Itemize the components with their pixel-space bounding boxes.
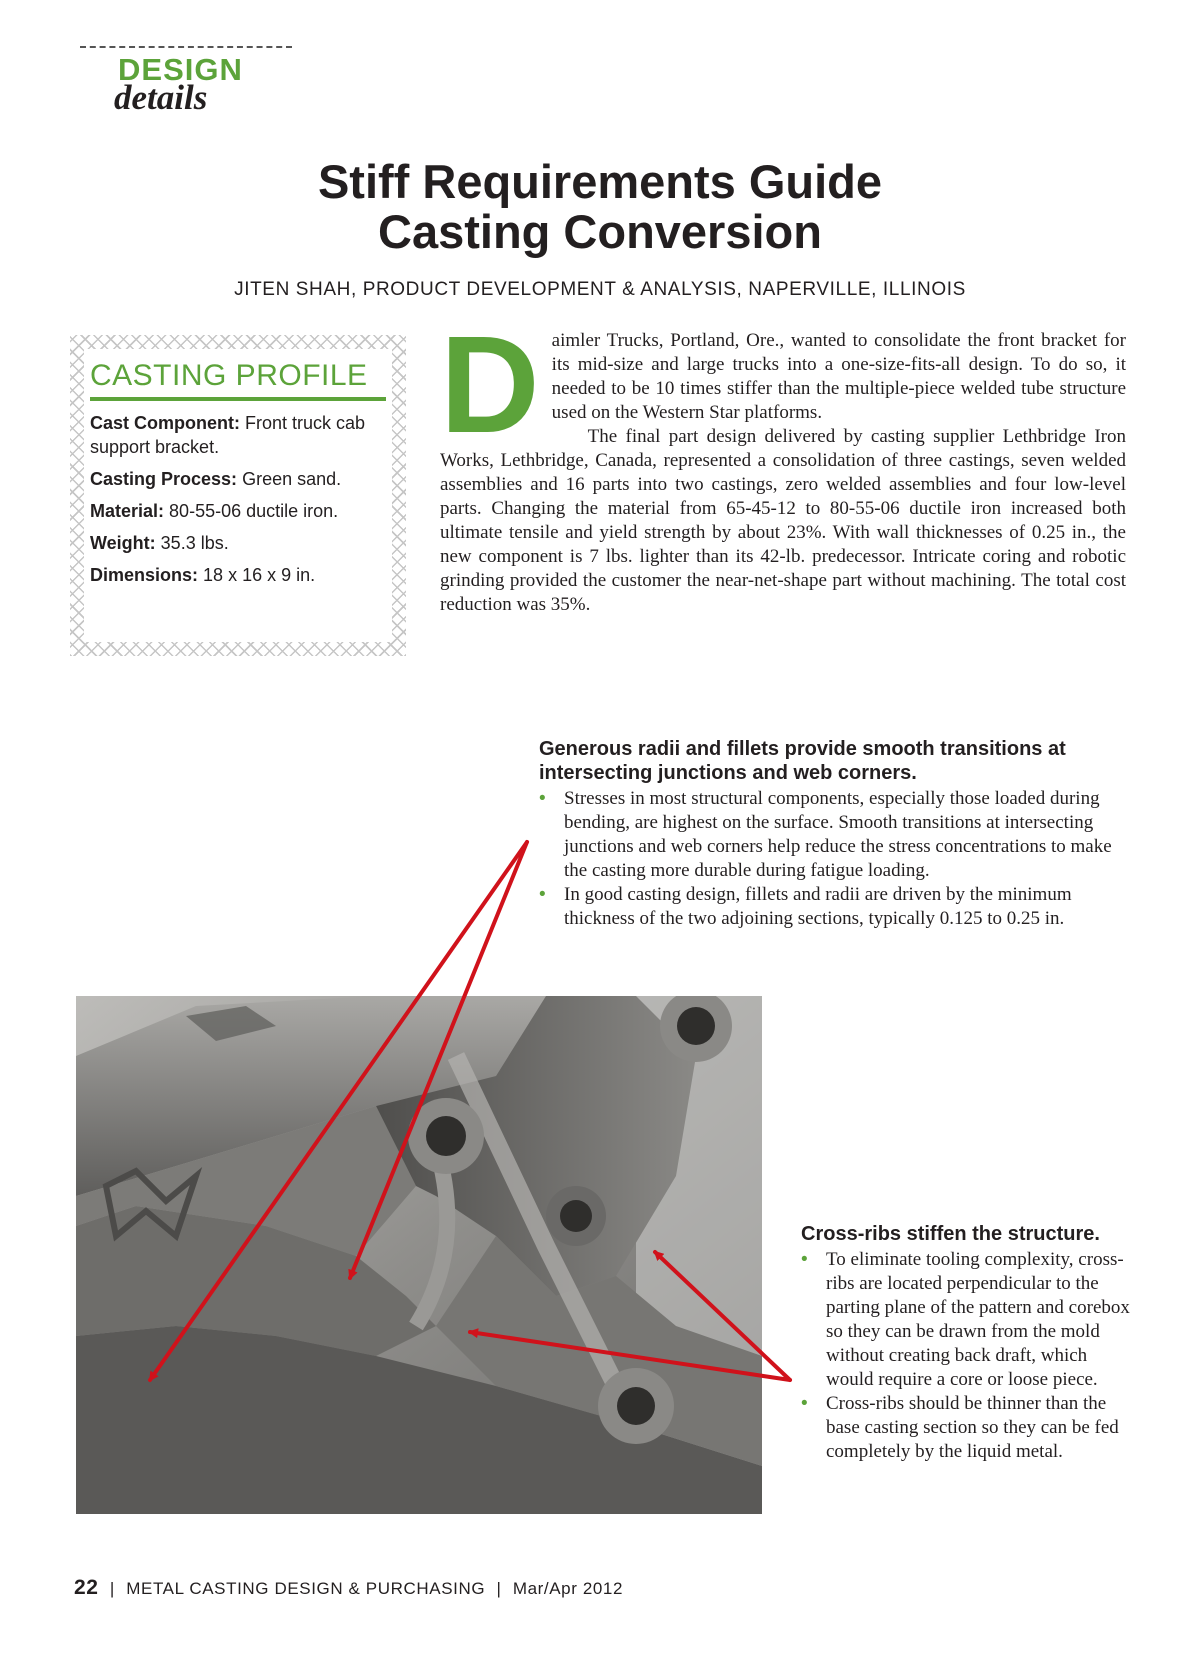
bullet-icon: • xyxy=(801,1393,808,1414)
article-title xyxy=(0,157,1200,257)
article-paragraph-1: aimler Trucks, Portland, Ore., wanted to consolidate the front bracket for its mid-size and large trucks into a one-size-fits-all design. To do so, it needed to be 10 times stiffer than the multiple-piece welded tube structure used on the Western Star platforms. xyxy=(551,330,1126,423)
casting-profile-box xyxy=(70,335,406,656)
list-item-text: To eliminate tooling complexity, cross-ribs are located perpendicular to the parting plane of the pattern and corebox so they can be drawn from the mold without creating back draft, which would require a core or loose piece. xyxy=(826,1249,1130,1390)
issue-date: Mar/Apr 2012 xyxy=(512,1579,624,1598)
section-logo-details: details xyxy=(114,78,208,117)
page-number: 22 xyxy=(74,1576,99,1599)
profile-item-material xyxy=(90,499,386,523)
callout-heading: Cross-ribs stiffen the structure. xyxy=(801,1223,1100,1245)
bullet-icon: • xyxy=(539,884,546,905)
list-item-text: Stresses in most structural components, especially those loaded during bending, are highest on the surface. Smooth transitions at intersecting junctions and web corners help reduce the stress concentrations to make the casting more durable during fatigue loading. xyxy=(564,788,1112,881)
article-byline: JITEN SHAH, PRODUCT DEVELOPMENT & ANALYSIS, NAPERVILLE, ILLINOIS xyxy=(234,279,966,300)
bullet-icon: • xyxy=(539,788,546,809)
list-item-text: Cross-ribs should be thinner than the base casting section so they can be fed completely by the liquid metal. xyxy=(826,1393,1119,1462)
casting-profile-inner xyxy=(84,349,392,642)
page-footer xyxy=(74,1576,623,1600)
casting-profile-rule xyxy=(90,397,386,401)
profile-item-value: Green sand. xyxy=(242,469,342,489)
profile-item-label: Cast Component: xyxy=(90,413,240,433)
bullet-icon: • xyxy=(801,1249,808,1270)
cast-iron-bracket-photo xyxy=(76,996,762,1514)
list-item xyxy=(539,787,1135,883)
article-title-line2: Casting Conversion xyxy=(378,205,822,258)
callout-bullet-list xyxy=(801,1248,1136,1464)
profile-item-label: Dimensions: xyxy=(90,565,199,585)
profile-item-weight xyxy=(90,531,386,555)
publication-name: METAL CASTING DESIGN & PURCHASING xyxy=(126,1579,486,1598)
article-body xyxy=(440,308,1126,617)
footer-separator: | xyxy=(496,1579,502,1598)
section-logo-design: DESIGN xyxy=(118,52,243,87)
casting-profile-heading: CASTING PROFILE xyxy=(90,359,368,392)
callout-bullet-list xyxy=(539,787,1135,931)
profile-item-value: 35.3 lbs. xyxy=(160,533,229,553)
profile-item-label: Casting Process: xyxy=(90,469,238,489)
callout-heading: Generous radii and fillets provide smooth transitions at intersecting junctions and web corners. xyxy=(539,738,1066,784)
profile-item-value: 18 x 16 x 9 in. xyxy=(203,565,316,585)
header-dashed-rule xyxy=(80,46,292,48)
profile-item-label: Weight: xyxy=(90,533,156,553)
profile-item-cast-component xyxy=(90,411,386,459)
profile-item-dimensions xyxy=(90,563,386,587)
list-item xyxy=(539,883,1135,931)
profile-item-label: Material: xyxy=(90,501,165,521)
profile-item-value: Front truck cab support bracket. xyxy=(90,413,366,457)
article-paragraph-2: The final part design delivered by casting supplier Lethbridge Iron Works, Lethbridge, Canada, represented a consolidation of three castings, seven welded assemblies and 16 parts into two castings, zero welded assemblies and four low-level parts. Changing the material from 65-45-12 to 80-55-06 ductile iron increased both ultimate tensile and yield strength by about 23%. With wall thicknesses of 0.25 in., the new component is 7 lbs. lighter than its 42-lb. predecessor. Intricate coring and robotic grinding provided the customer the near-net-shape part without machining. The total cost reduction was 35%. xyxy=(440,426,1126,615)
profile-item-value: 80-55-06 ductile iron. xyxy=(169,501,339,521)
drop-cap: D xyxy=(440,308,540,462)
article-title-line1: Stiff Requirements Guide xyxy=(317,155,883,208)
list-item xyxy=(801,1392,1136,1464)
list-item xyxy=(801,1248,1136,1392)
footer-separator: | xyxy=(109,1579,115,1598)
callout-radii-fillets xyxy=(539,737,1135,931)
profile-item-casting-process xyxy=(90,467,386,491)
callout-cross-ribs xyxy=(801,1222,1136,1464)
list-item-text: In good casting design, fillets and radii are driven by the minimum thickness of the two adjoining sections, typically 0.125 to 0.25 in. xyxy=(564,884,1072,929)
bracket-photo-illustration xyxy=(76,996,762,1514)
